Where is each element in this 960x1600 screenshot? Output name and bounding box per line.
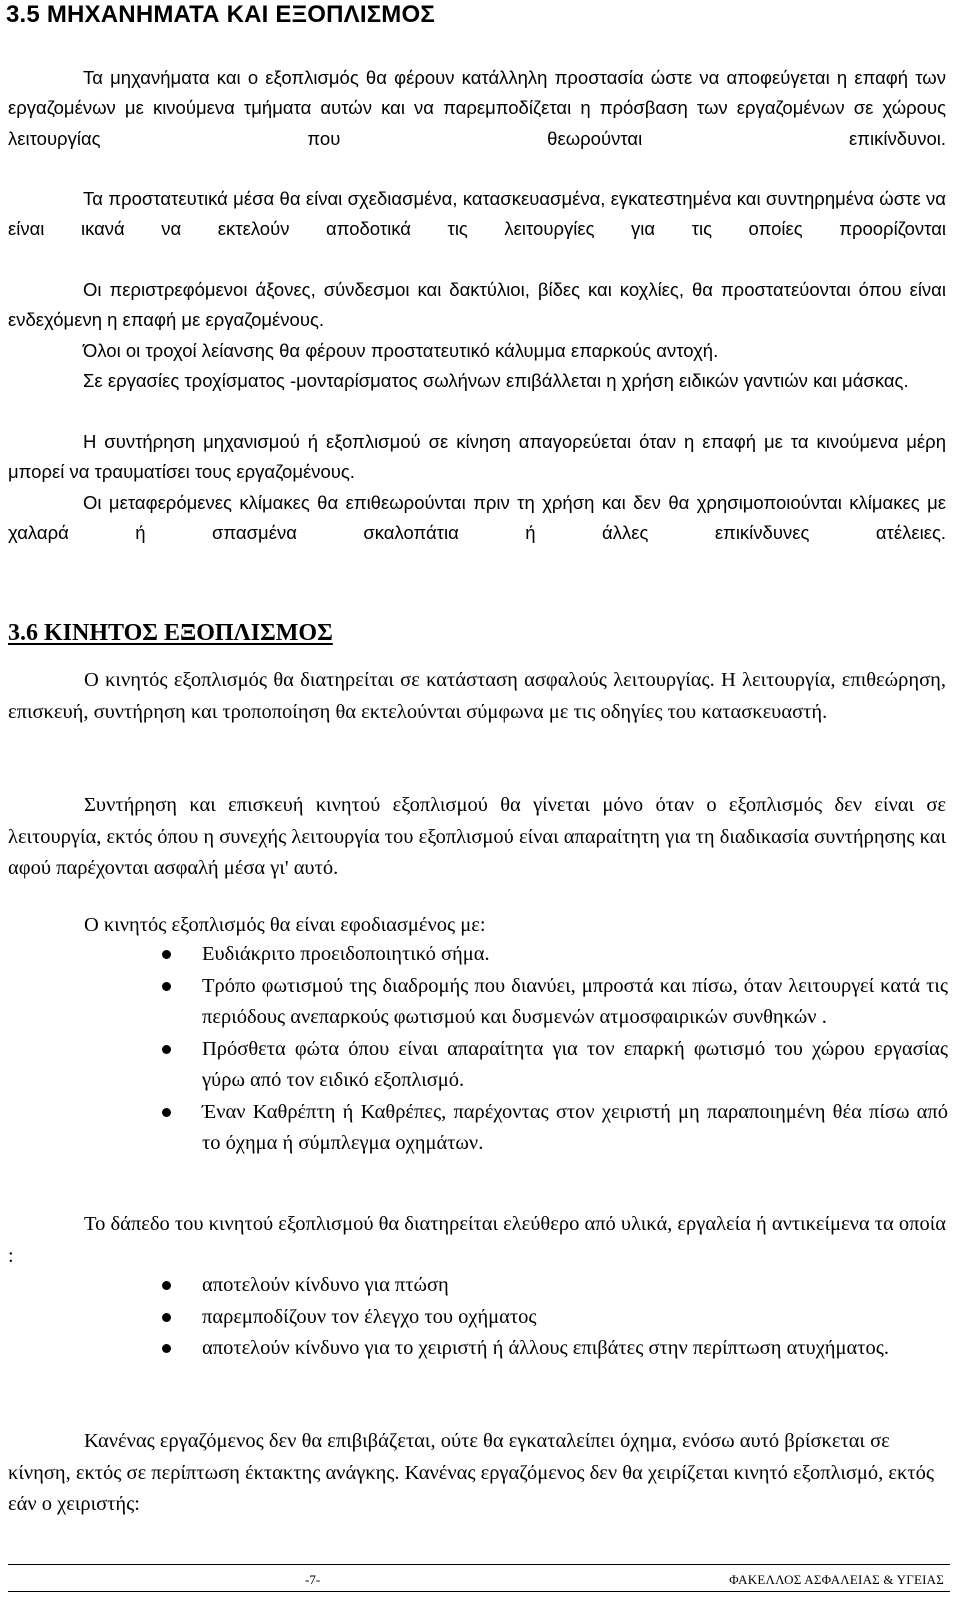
footer-top-rule (8, 1564, 950, 1565)
equipped-list (0, 939, 948, 1160)
bullet-icon (162, 982, 171, 991)
list-item: παρεμποδίζουν τον έλεγχο του οχήματος (0, 1302, 948, 1334)
bullet-icon (162, 1045, 171, 1054)
paragraph-maintenance-motion: Η συντήρηση μηχανισμού ή εξοπλισμού σε κίνηση απαγορεύεται όταν η επαφή με τα κινούμενα μέρη μπορεί να τραυματίσει τους εργαζομένους. (8, 431, 946, 483)
paragraph-gloves-masks: Σε εργασίες τροχίσματος -μονταρίσματος σωλήνων επιβάλλεται η χρήση ειδικών γαντιών και μάσκας. (83, 370, 909, 391)
paragraph-grinding-wheels: Όλοι οι τροχοί λείανσης θα φέρουν προστατευτικό κάλυμμα επαρκούς αντοχή. (83, 340, 719, 361)
bullet-icon (162, 1313, 171, 1322)
paragraph-ladders: Οι μεταφερόμενες κλίμακες θα επιθεωρούνται πριν τη χρήση και δεν θα χρησιμοποιούνται κλίμακες με χαλαρά ή σπασμένα σκαλοπάτια ή άλλες επικίνδυνες ατέλειες. (8, 492, 946, 544)
bullet-icon (162, 1281, 171, 1290)
bullet-icon (162, 1108, 171, 1117)
section-heading-3-6: 3.6 ΚΙΝΗΤΟΣ ΕΞΟΠΛΙΣΜΟΣ (8, 620, 333, 646)
paragraph-floor-intro: Το δάπεδο του κινητού εξοπλισμού θα διατηρείται ελεύθερο από υλικά, εργαλεία ή αντικείμενα τα οποία : (8, 1213, 947, 1267)
bullet-icon (162, 950, 171, 959)
paragraph-maintenance-repair: Συντήρηση και επισκευή κινητού εξοπλισμού θα γίνεται μόνο όταν ο εξοπλισμός δεν είναι σε λειτουργία, εκτός όπου η συνεχής λειτουργία του εξοπλισμού είναι απαραίτητη για τη διαδικασία συντήρησης και αφού παρέχονται ασφαλή μέσα γι' αυτό. (8, 794, 946, 879)
section-heading-3-5: 3.5 ΜΗΧΑΝΗΜΑΤΑ ΚΑΙ ΕΞΟΠΛΙΣΜΟΣ (6, 1, 435, 28)
list-item: Ευδιάκριτο προειδοποιητικό σήμα. (0, 939, 948, 971)
footer-page-number: -7- (305, 1572, 321, 1587)
list-item: Πρόσθετα φώτα όπου είναι απαραίτητα για τον επαρκή φωτισμό του χώρου εργασίας γύρω από τον ειδικό εξοπλισμό. (0, 1034, 948, 1097)
footer-bottom-rule (8, 1591, 950, 1592)
paragraph-protective-means: Τα προστατευτικά μέσα θα είναι σχεδιασμένα, κατασκευασμένα, εγκατεστημένα και συντηρημένα ώστε να είναι ικανά να εκτελούν αποδοτικά τις λειτουργίες για τις οποίες προορίζονται (8, 188, 946, 240)
bullet-icon (162, 1344, 171, 1353)
list-item: Έναν Καθρέπτη ή Καθρέπες, παρέχοντας στον χειριστή μη παραποιημένη θέα πίσω από το όχημα ή σύμπλεγμα οχημάτων. (0, 1097, 948, 1160)
paragraph-mobile-equipment-intro: Ο κινητός εξοπλισμός θα διατηρείται σε κατάσταση ασφαλούς λειτουργίας. Η λειτουργία, επιθεώρηση, επισκευή, συντήρηση και τροποποίηση θα εκτελούνται σύμφωνα με τις οδηγίες του κατασκευαστή. (8, 669, 946, 723)
list-item: αποτελούν κίνδυνο για πτώση (0, 1270, 948, 1302)
paragraph-protection: Τα μηχανήματα και ο εξοπλισμός θα φέρουν κατάλληλη προστασία ώστε να αποφεύγεται η επαφή των εργαζομένων με κινούμενα τμήματα αυτών και να παρεμποδίζεται η πρόσβαση των εργαζομένων σε χώρους λειτουργίας που θεωρούνται επικίνδυνοι. (8, 67, 946, 149)
list-item: αποτελούν κίνδυνο για το χειριστή ή άλλους επιβάτες στην περίπτωση ατυχήματος. (0, 1333, 948, 1365)
paragraph-closing: Κανένας εργαζόμενος δεν θα επιβιβάζεται, ούτε θα εγκαταλείπει όχημα, ενόσω αυτό βρίσκεται σε κίνηση, εκτός σε περίπτωση έκτακτης ανάγκης. Κανένας εργαζόμενος δεν θα χειρίζεται κινητό εξοπλισμό, εκτός εάν ο χειριστής: (8, 1430, 934, 1515)
paragraph-rotating-shafts: Οι περιστρεφόμενοι άξονες, σύνδεσμοι και δακτύλιοι, βίδες και κοχλίες, θα προστατεύονται όπου είναι ενδεχόμενη η επαφή με εργαζομένους. (8, 279, 946, 331)
paragraph-equipped-intro: Ο κινητός εξοπλισμός θα είναι εφοδιασμένος με: (84, 914, 486, 936)
footer-document-title: ΦΑΚΕΛΛΟΣ ΑΣΦΑΛΕΙΑΣ & ΥΓΕΙΑΣ (729, 1572, 944, 1587)
list-item: Τρόπο φωτισμού της διαδρομής που διανύει, μπροστά και πίσω, όταν λειτουργεί κατά τις περιόδους ανεπαρκούς φωτισμού και δυσμενών ατμοσφαιρικών συνθηκών . (0, 971, 948, 1034)
floor-list (0, 1270, 948, 1365)
